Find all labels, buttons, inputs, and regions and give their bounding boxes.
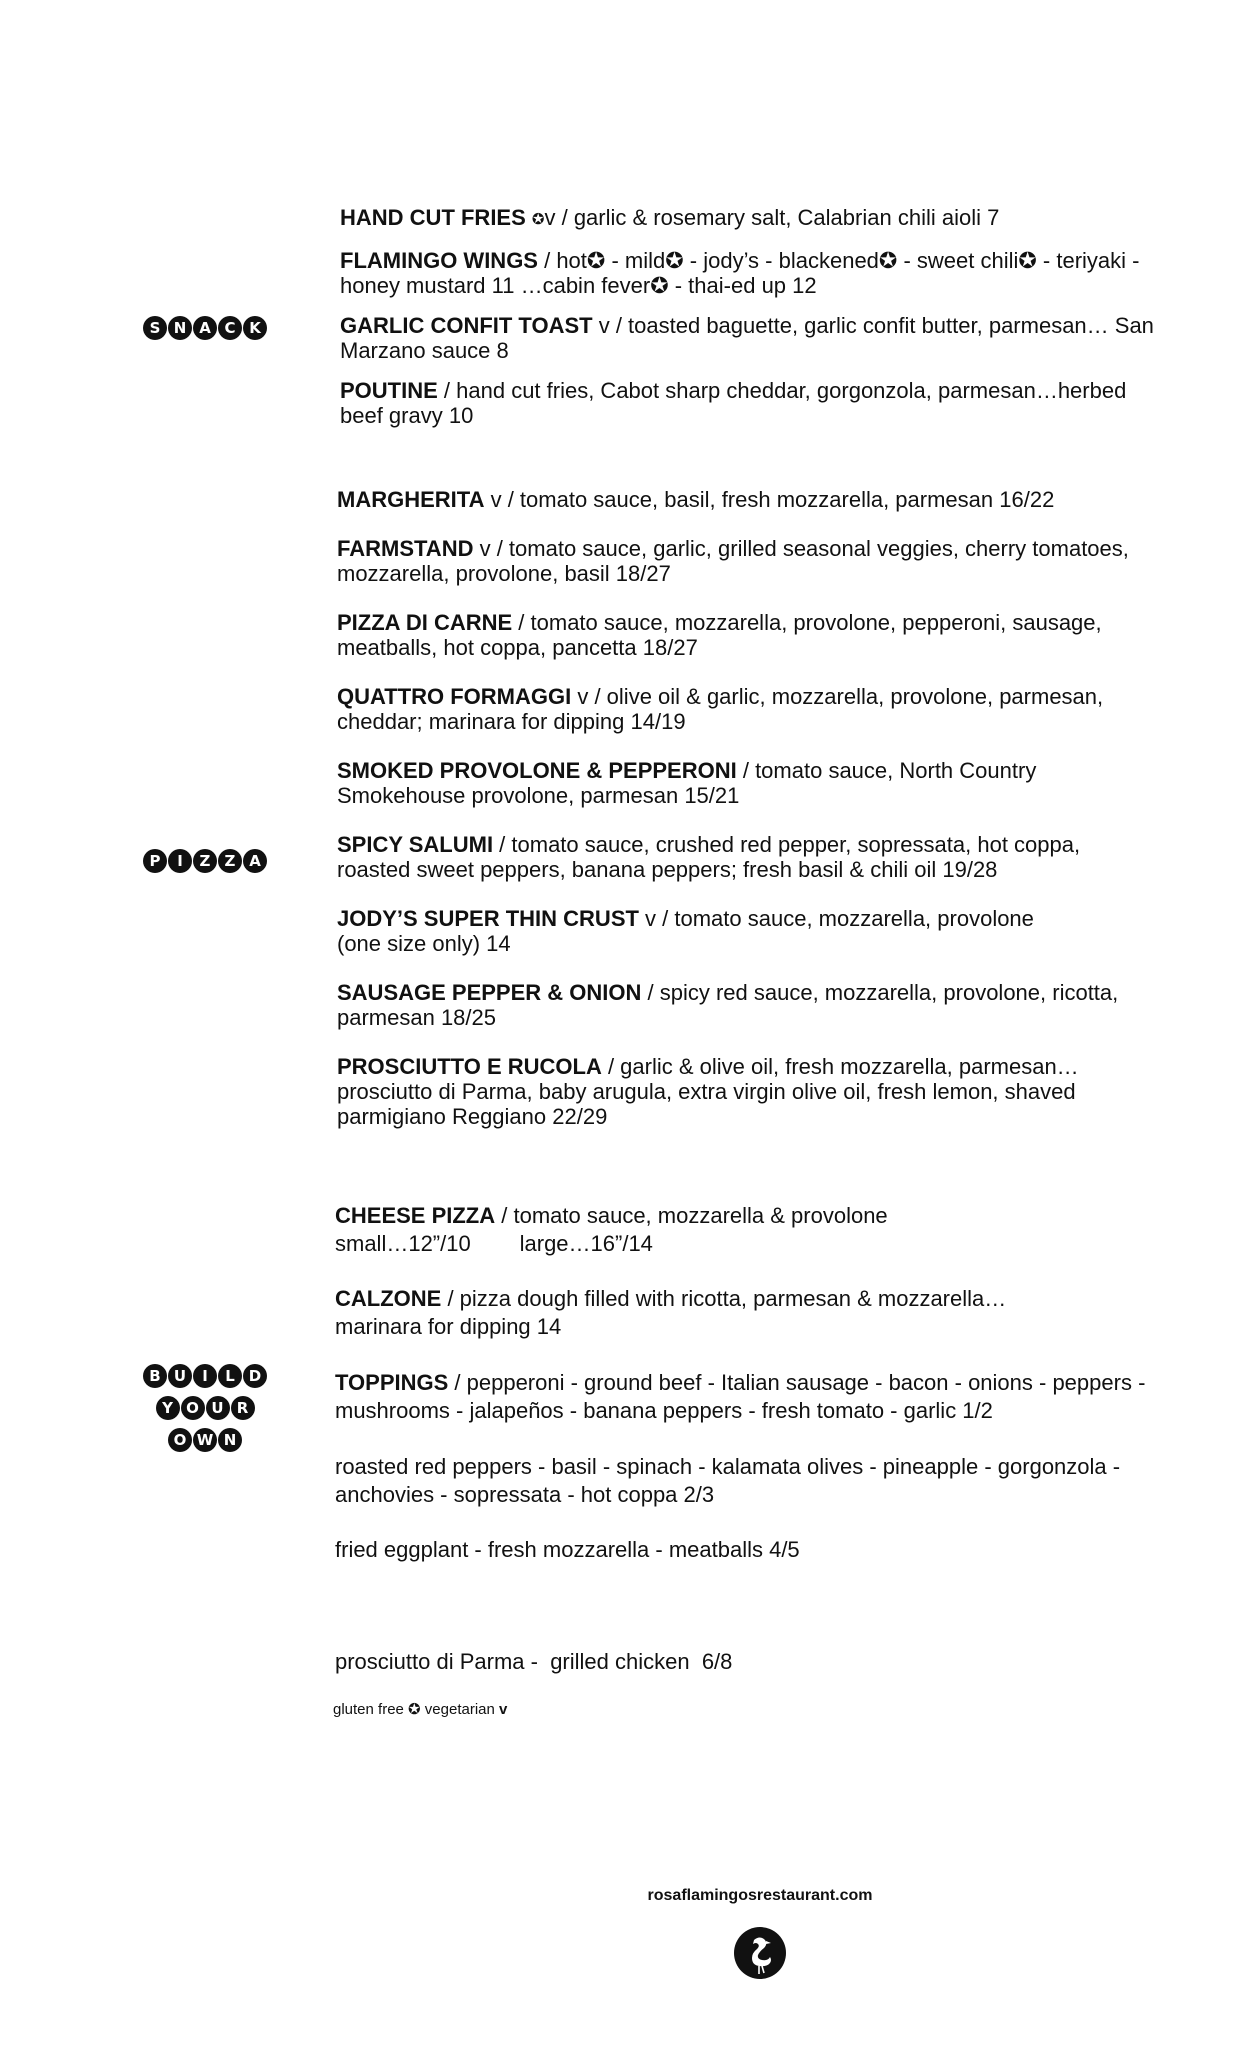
legend-text: gluten free ✪ vegetarian (333, 1701, 495, 1718)
label-letter: D (243, 1364, 267, 1388)
menu-item (335, 1536, 1215, 1564)
menu-item (335, 1285, 1215, 1341)
menu-item (337, 758, 1217, 808)
build-your-own-label (130, 1364, 280, 1452)
item-desc: small…12”/10 large…16”/14 (335, 1231, 653, 1256)
menu-item (335, 1202, 1215, 1258)
label-letter: U (168, 1364, 192, 1388)
snack-word (143, 316, 267, 340)
item-desc: parmigiano Reggiano 22/29 (337, 1104, 608, 1129)
item-desc: honey mustard 11 …cabin fever✪ - thai-ed up 12 (340, 273, 817, 298)
item-desc: beef gravy 10 (340, 403, 474, 428)
menu-item (335, 1453, 1215, 1509)
menu-item (340, 378, 1210, 428)
menu-item (337, 832, 1217, 882)
label-letter: K (243, 316, 267, 340)
label-letter: B (143, 1364, 167, 1388)
item-desc: / pizza dough filled with ricotta, parmesan & mozzarella… (441, 1286, 1007, 1311)
label-letter: C (218, 316, 242, 340)
pizza-word (143, 849, 267, 873)
item-name: GARLIC CONFIT TOAST (340, 313, 593, 338)
item-desc: prosciutto di Parma - grilled chicken 6/8 (335, 1649, 733, 1674)
item-desc: / tomato sauce, mozzarella & provolone (495, 1203, 888, 1228)
menu-item (340, 205, 1210, 232)
menu-item (337, 684, 1217, 734)
item-desc: marinara for dipping 14 (335, 1314, 562, 1339)
flamingo-logo-icon (733, 1926, 787, 1980)
item-desc: roasted red peppers - basil - spinach - kalamata olives - pineapple - gorgonzola - (335, 1454, 1121, 1479)
label-letter: U (206, 1396, 230, 1420)
item-desc: v / tomato sauce, garlic, grilled seasonal veggies, cherry tomatoes, (473, 536, 1129, 561)
menu-item (337, 980, 1217, 1030)
item-desc: / garlic & olive oil, fresh mozzarella, parmesan… (601, 1054, 1079, 1079)
item-name: FLAMINGO WINGS (340, 248, 538, 273)
item-desc: mozzarella, provolone, basil 18/27 (337, 561, 671, 586)
menu-item (337, 610, 1217, 660)
item-desc: meatballs, hot coppa, pancetta 18/27 (337, 635, 698, 660)
item-desc: fried eggplant - fresh mozzarella - meatballs 4/5 (335, 1537, 800, 1562)
menu-item (335, 1369, 1215, 1425)
menu-item (337, 906, 1217, 956)
menu-item (337, 487, 1217, 512)
item-desc: / tomato sauce, crushed red pepper, sopressata, hot coppa, (493, 832, 1081, 857)
item-desc: v / olive oil & garlic, mozzarella, provolone, parmesan, (571, 684, 1104, 709)
own-word (168, 1428, 242, 1452)
label-letter: Z (218, 849, 242, 873)
item-desc: roasted sweet peppers, banana peppers; fresh basil & chili oil 19/28 (337, 857, 998, 882)
item-desc: / hot✪ - mild✪ - jody’s - blackened✪ - sweet chili✪ - teriyaki - (537, 248, 1140, 273)
item-name: QUATTRO FORMAGGI (337, 684, 572, 709)
gluten-free-icon: ✪ (531, 211, 545, 228)
item-desc: / tomato sauce, mozzarella, provolone, pepperoni, sausage, (512, 610, 1102, 635)
pizza-label (130, 849, 280, 873)
label-letter: A (243, 849, 267, 873)
dietary-legend (333, 1700, 507, 1718)
item-desc: anchovies - sopressata - hot coppa 2/3 (335, 1482, 715, 1507)
item-name: SMOKED PROVOLONE & PEPPERONI (337, 758, 737, 783)
item-name: SAUSAGE PEPPER & ONION (337, 980, 642, 1005)
item-desc: prosciutto di Parma, baby arugula, extra virgin olive oil, fresh lemon, shaved (337, 1079, 1076, 1104)
item-desc: / spicy red sauce, mozzarella, provolone, ricotta, (641, 980, 1119, 1005)
label-letter: P (143, 849, 167, 873)
item-name: POUTINE (340, 378, 438, 403)
menu-item (340, 248, 1210, 298)
item-name: FARMSTAND (337, 536, 474, 561)
menu-item (337, 1054, 1217, 1129)
menu-item (337, 536, 1217, 586)
your-word (156, 1396, 255, 1420)
item-name: SPICY SALUMI (337, 832, 494, 857)
website-link[interactable]: rosaflamingosrestaurant.com (647, 1887, 873, 1904)
item-name: MARGHERITA (337, 487, 485, 512)
snack-label (130, 316, 280, 340)
item-name: PIZZA DI CARNE (337, 610, 513, 635)
item-desc: v / toasted baguette, garlic confit butter, parmesan… San (592, 313, 1154, 338)
item-desc: / tomato sauce, North Country (736, 758, 1037, 783)
item-name: TOPPINGS (335, 1370, 449, 1395)
build-word (143, 1364, 267, 1388)
label-letter: R (231, 1396, 255, 1420)
item-desc: / pepperoni - ground beef - Italian sausage - bacon - onions - peppers - (448, 1370, 1146, 1395)
item-desc: v / garlic & rosemary salt, Calabrian chili aioli 7 (544, 205, 1000, 230)
menu-item (340, 313, 1210, 363)
item-name: HAND CUT FRIES (340, 205, 526, 230)
label-letter: Y (156, 1396, 180, 1420)
label-letter: S (143, 316, 167, 340)
item-desc: Smokehouse provolone, parmesan 15/21 (337, 783, 740, 808)
label-letter: N (218, 1428, 242, 1452)
item-desc: mushrooms - jalapeños - banana peppers - fresh tomato - garlic 1/2 (335, 1398, 993, 1423)
item-name: CALZONE (335, 1286, 442, 1311)
item-desc: cheddar; marinara for dipping 14/19 (337, 709, 686, 734)
item-desc: / hand cut fries, Cabot sharp cheddar, gorgonzola, parmesan…herbed (437, 378, 1127, 403)
label-letter: I (193, 1364, 217, 1388)
item-name: PROSCIUTTO E RUCOLA (337, 1054, 602, 1079)
label-letter: N (168, 316, 192, 340)
vegetarian-marker: v (499, 1701, 508, 1718)
item-desc: v / tomato sauce, mozzarella, provolone (638, 906, 1034, 931)
label-letter: O (168, 1428, 192, 1452)
label-letter: O (181, 1396, 205, 1420)
item-desc: (one size only) 14 (337, 931, 511, 956)
label-letter: L (218, 1364, 242, 1388)
label-letter: A (193, 316, 217, 340)
label-letter: W (193, 1428, 217, 1452)
label-letter: Z (193, 849, 217, 873)
item-desc: Marzano sauce 8 (340, 338, 509, 363)
item-desc: v / tomato sauce, basil, fresh mozzarella, parmesan 16/22 (484, 487, 1055, 512)
item-name: CHEESE PIZZA (335, 1203, 496, 1228)
item-name: JODY’S SUPER THIN CRUST (337, 906, 639, 931)
label-letter: I (168, 849, 192, 873)
item-desc: parmesan 18/25 (337, 1005, 496, 1030)
